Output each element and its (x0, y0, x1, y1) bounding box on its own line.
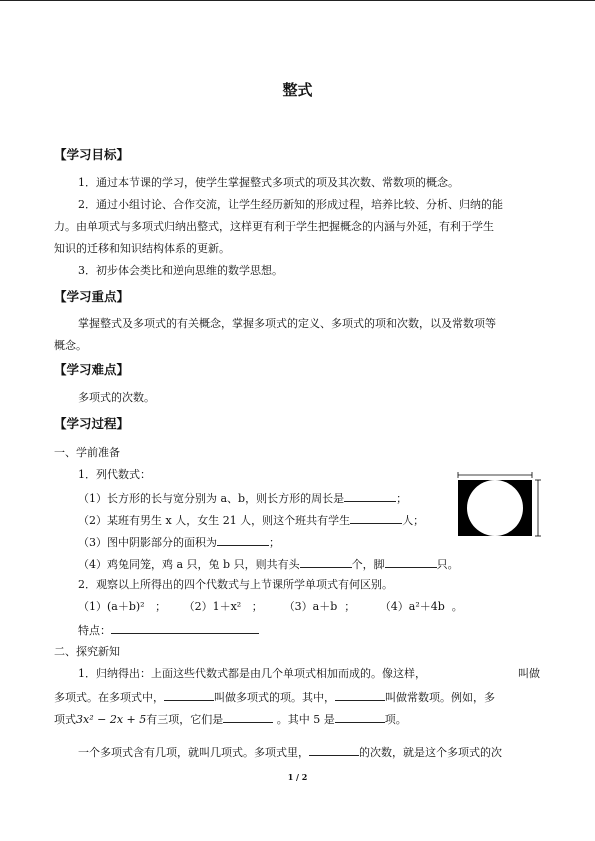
part-explore-heading: 二、探究新知 (54, 645, 120, 658)
goal-2-line-1: 2．通过小组讨论、合作交流，让学生经历新知的形成过程，培养比较、分析、归纳的能 (78, 198, 503, 211)
keys-line-2: 概念。 (54, 339, 87, 352)
answer-blank[interactable] (385, 556, 437, 568)
option-4: （4）a²＋4b (379, 600, 445, 613)
goal-1: 1．通过本节课的学习，使学生掌握整式多项式的项及其次数、常数项的概念。 (78, 176, 459, 189)
q1-item-3 (78, 534, 280, 550)
explore-line-2-c: 叫做常数项。例如，多 (385, 691, 495, 704)
q1-item-4-text-a: （4）鸡兔同笼，鸡 a 只，兔 b 只，则共有头 (78, 558, 300, 571)
q1-item-2 (78, 512, 424, 528)
explore-line-4 (78, 744, 502, 760)
option-sep: ； (155, 600, 167, 613)
q1-heading: 1．列代数式： (78, 468, 151, 481)
section-heading-goals: 【学习目标】 (54, 147, 130, 162)
keys-line-1: 掌握整式及多项式的有关概念，掌握多项式的定义、多项式的项和次数，以及常数项等 (78, 317, 496, 330)
section-heading-difficulty: 【学习难点】 (54, 362, 130, 377)
option-2: （2）1＋x² (183, 600, 242, 613)
q1-item-1-text: （1）长方形的长与宽分别为 a、b，则长方形的周长是 (78, 492, 345, 505)
explore-line-4-a: 一个多项式含有几项，就叫几项式。多项式里， (78, 746, 309, 759)
part-prep-heading: 一、学前准备 (54, 446, 120, 459)
explore-line-4-b: 的次数，就是这个多项式的次 (359, 746, 502, 759)
explore-line-1a: 1．归纳得出：上面这些代数式都是由几个单项式相加而成的。像这样， (78, 667, 426, 680)
answer-blank[interactable] (164, 689, 214, 701)
section-heading-keys: 【学习重点】 (54, 289, 130, 304)
explore-line-1b: 叫做 (518, 667, 540, 680)
figure-circle (467, 480, 523, 536)
answer-blank[interactable] (300, 556, 352, 568)
polynomial-expression: 3x² − 2x + 5 (76, 713, 147, 726)
section-heading-process: 【学习过程】 (54, 416, 130, 431)
answer-blank[interactable] (350, 512, 402, 524)
q1-item-2-text: （2）某班有男生 x 人，女生 21 人，则这个班共有学生 (78, 514, 351, 527)
answer-blank[interactable] (111, 622, 259, 634)
option-3: （3）a＋b (283, 600, 338, 613)
q1-item-3-text: （3）图中阴影部分的面积为 (78, 536, 217, 549)
explore-line-3-d: 项。 (384, 713, 407, 726)
q1-item-4-text-c: 只。 (436, 558, 459, 571)
explore-line-2-a: 多项式。在多项式中， (54, 691, 164, 704)
goal-3: 3．初步体会类比和逆向思维的数学思想。 (78, 264, 283, 277)
goal-2-line-2: 力。由单项式与多项式归纳出整式，这样更有利于学生把握概念的内涵与外延，有利于学生 (54, 220, 494, 233)
answer-blank[interactable] (344, 490, 396, 502)
q2: 2．观察以上所得出的四个代数式与上节课所学单项式有何区别。 (78, 578, 393, 591)
option-sep: ； (251, 600, 263, 613)
explore-line-2-b: 叫做多项式的项。其中， (214, 691, 335, 704)
answer-blank[interactable] (335, 689, 385, 701)
answer-blank[interactable] (223, 711, 273, 723)
option-end: 。 (451, 600, 463, 613)
q1-item-1-end: ； (396, 492, 408, 505)
page-title: 整式 (282, 81, 313, 99)
explore-line-3-b: 有三项，它们是 (146, 713, 224, 726)
q1-item-2-end: 人； (402, 514, 425, 527)
page-number: 1 / 2 (287, 772, 308, 782)
explore-line-3 (54, 711, 407, 727)
difficulty-text: 多项式的次数。 (78, 391, 155, 404)
answer-blank[interactable] (309, 744, 359, 756)
goal-2-line-3: 知识的迁移和知识结构体系的更新。 (54, 242, 230, 255)
q1-item-3-end: ； (269, 536, 280, 549)
option-sep: ； (344, 600, 356, 613)
feature-label: 特点： (78, 624, 111, 637)
explore-line-3-c: 。其中 5 是 (276, 713, 335, 726)
answer-blank[interactable] (335, 711, 385, 723)
q1-item-4 (78, 556, 459, 572)
explore-line-2 (54, 689, 495, 705)
q1-item-1 (78, 490, 407, 506)
feature-line (78, 622, 259, 638)
top-rule (0, 0, 595, 1)
q1-item-4-text-b: 个，脚 (351, 558, 385, 571)
answer-blank[interactable] (217, 534, 269, 546)
option-1: （1）(a＋b)² (78, 600, 145, 613)
explore-line-3-a: 项式 (54, 713, 76, 726)
q2-options (78, 600, 463, 614)
shaded-area-figure (456, 472, 546, 538)
